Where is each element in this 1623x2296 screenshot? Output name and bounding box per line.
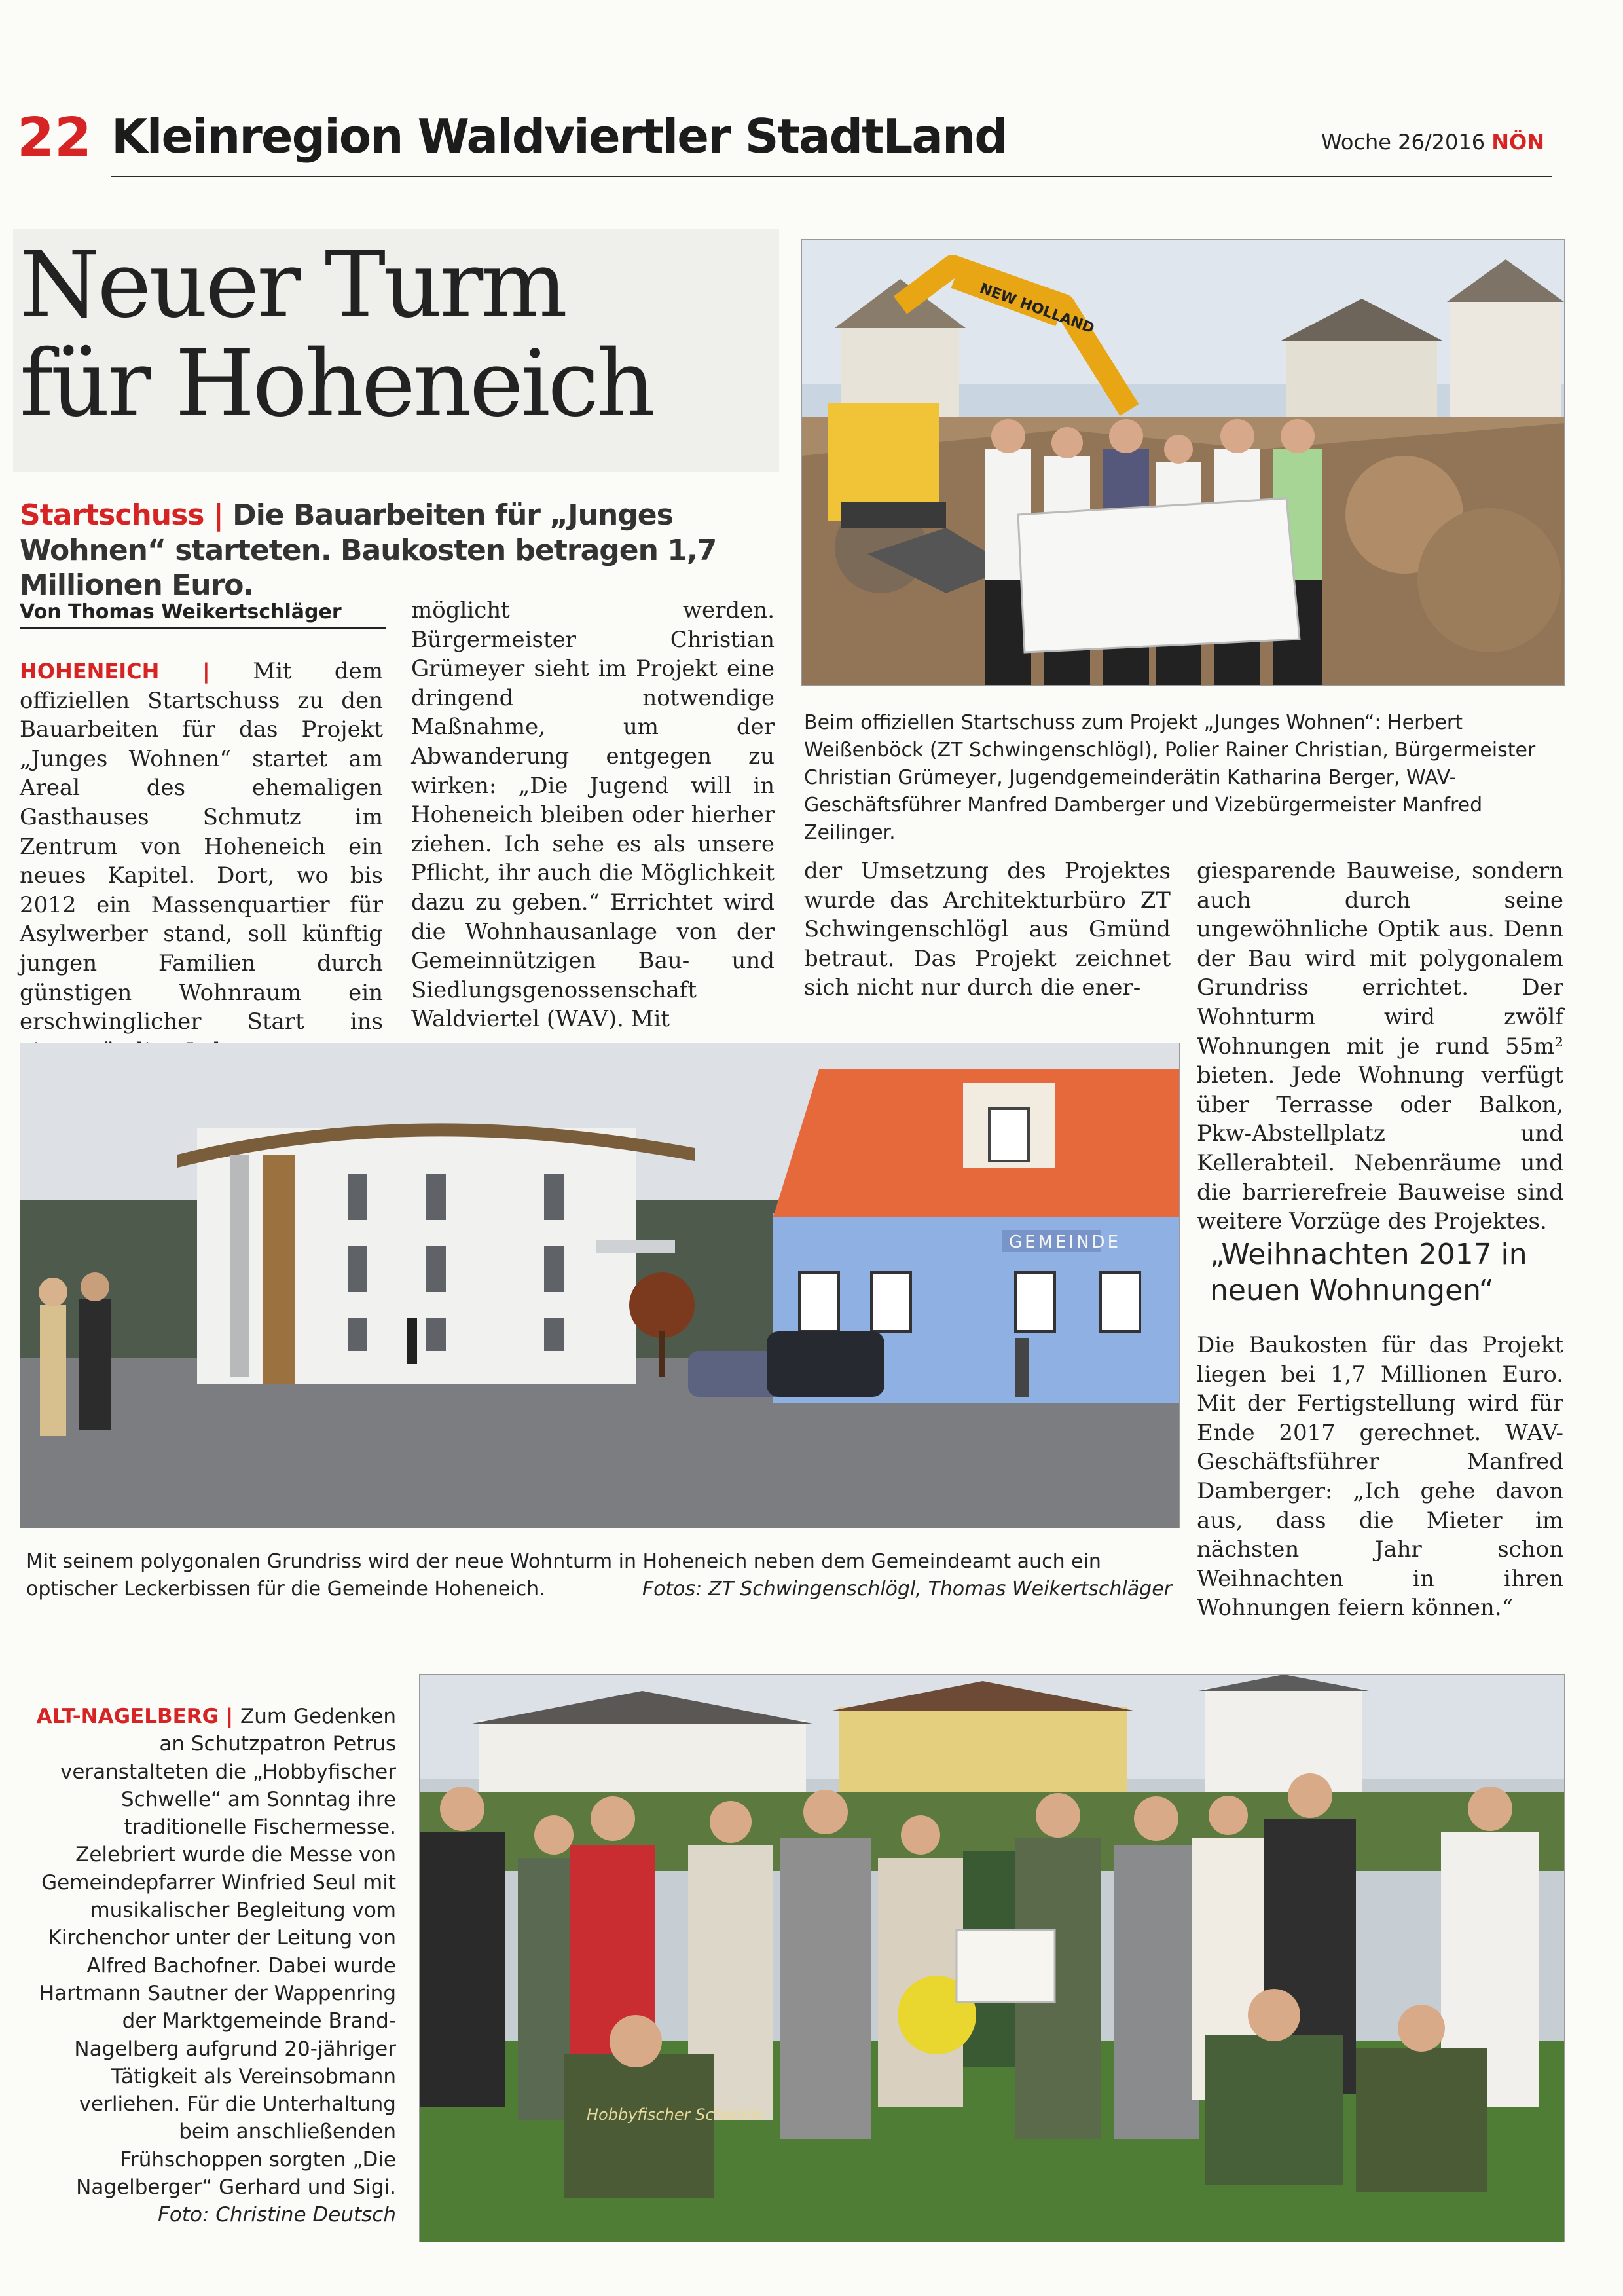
photo-caption-2 [26,1548,1178,1603]
headline-line-2: für Hoheneich [20,331,653,438]
article-headline [20,232,779,438]
article-column-1: HOHENEICH | Mit dem offiziellen Startschuss zu den Bauarbeiten für das Projekt „Junges Wohnen“ startet am Areal des ehemaligen Gasthauses Schmutz im Zentrum von Hoheneich ein neues Kapitel. Dort, wo bis 2012 ein Massenquartier für Asylwerber stand, soll künftig jungen Familien durch günstigen Wohnraum ein erschwinglicher Start ins [20,657,383,1065]
brand-logo: NÖN [1491,130,1544,155]
short-news-text: Zum Gedenken an Schutzpatron Petrus veranstalteten die „Hobbyfischer Schwelle“ am Sonntag ihre traditionelle Fischermesse. Zelebriert wurde die Messe von Gemeindepfarrer Winfried Seul mit musikalischer Begleitung vom Kirchenchor unter der Leitung von Alfred Bachofner. Dabei wurde Hartmann Sautner der Wappenring der Marktgemeinde Brand-Nagelberg aufgrund 20-jähriger Tätigkeit als Vereinsobmann verliehen. Für die Unterhaltung beim anschließenden Frühschoppen sorgten „Die Nagelberger“ Gerhard und Sigi. [39,1705,396,2200]
headline-line-1: Neuer Turm [20,232,566,339]
groundbreaking-photo-illustration [802,240,1564,685]
article-column-4: giesparende Bauweise, sondern auch durch seine ungewöhnliche Optik aus. Denn der Bau wird mit polygonalem Grundriss errichtet. Der Wohnturm wird zwölf Wohnungen mit je rund 55m² bieten. Jede Wohnung verfügt über Terrasse oder Balkon, Pkw-Abstellplatz und Kellerabteil. Nebenräume und die barrierefreie Bauweise sind weitere Vorzüge des Projektes. [1197,858,1563,1235]
excavator-brand: NEW HOLLAND [977,280,1097,337]
short-news-dateline: ALT-NAGELBERG [36,1705,219,1728]
dateline: HOHENEICH [20,659,160,684]
rendering-illustration [20,1043,1179,1528]
article-column-4b: Die Baukosten für das Projekt liegen bei 1,7 Millionen Euro. Mit der Fertigstellung wird für Ende 2017 gerechnet. WAV-Geschäftsführer Manfred Damberger: „Ich gehe davon aus, dass die Mieter im nächsten Jahr schon Weihnachten in ihren Wohnungen feiern können.“ [1197,1332,1563,1621]
short-news: ALT-NAGELBERG | Zum Gedenken an Schutzpatron Petrus veranstalteten die „Hobbyfischer Schwelle“ am Sonntag ihre traditionelle Fischermesse. Zelebriert wurde die Messe von Gemeindepfarrer Winfried Seul mit musikalischer Begleitung vom Kirchenchor unter der Leitung von Alfred Bachofner. Dabei wurde Hartmann Sautner der Wappenring der Marktgemeinde Brand-Nagelberg aufgrund 20-jähriger Tätigkeit als Vereinsobmann verliehen. Für die Unterhaltung beim anschließenden Frühschoppen sorgten „Die Nagelberger“ Gerhard und Sigi. Foto: Christine Deutsch [36,1705,396,2227]
photo-caption-1: Beim offiziellen Startschuss zum Projekt „Junges Wohnen“: Herbert Weißenböck (ZT Schwingenschlögl), Polier Rainer Christian, Bürgermeister Christian Grümeyer, Jugendgemeinderätin Katharina Berger, WAV-Geschäftsführer Manfred Damberger und Vizebürgermeister Manfred Zeilinger. [804,711,1536,844]
article-kicker: Startschuss | Die Bauarbeiten für „Junges Wohnen“ starteten. Baukosten betragen 1,7 Millionen Euro. [20,498,717,602]
issue-label [1321,130,1544,155]
caption-2-credit: Fotos: ZT Schwingenschlögl, Thomas Weikertschläger [642,1578,1172,1601]
caption-2-text: Mit seinem polygonalen Grundriss wird der neue Wohnturm in Hoheneich neben dem Gemeindeamt auch ein optischer Leckerbissen für die Gemeinde Hoheneich. [26,1550,1101,1601]
kicker-tag: Startschuss [20,498,204,532]
kicker-text: Die Bauarbeiten für „Junges Wohnen“ starteten. Baukosten betragen 1,7 Millionen Euro. [20,498,717,602]
rendering-photo [20,1043,1180,1528]
issue-week: Woche 26/2016 [1321,130,1486,155]
groundbreaking-photo [801,239,1565,686]
header-rule [111,176,1552,177]
sign-text: GEMEINDE [1009,1232,1122,1252]
group-photo-illustration [420,1675,1564,2242]
article-column-2: möglicht werden. Bürgermeister Christian Grümeyer sieht im Projekt eine dringend notwendige Maßnahme, um der Abwanderung entgegen zu wirken: „Die Jugend will in Hoheneich bleiben oder hierher ziehen. Ich sehe es als unsere Pflicht, ihr auch die Möglichkeit dazu zu geben.“ Errichtet wird die Wohnhausanlage von der Gemeinnützigen Bau- und Siedlungsgenossenschaft Waldviertel (WAV). Mit [411,597,775,1033]
column-1-text: Mit dem offiziellen Startschuss zu den Bauarbeiten für das Projekt „Junges Wohnen“ startet am Areal des ehemaligen Gasthauses Schmutz im Zentrum von Hoheneich ein neues Kapitel. Dort, wo bis 2012 ein Massenquartier für Asylwerber stand, soll künftig jungen Familien durch günstigen Wohnraum ein erschwinglicher Start ins [20,658,383,1035]
shirt-text: Hobbyfischer Schwelle [587,2105,765,2124]
section-title: Kleinregion Waldviertler StadtLand [111,109,1007,164]
article-column-3: der Umsetzung des Projektes wurde das Architekturbüro ZT Schwingenschlögl aus Gmünd betraut. Das Projekt zeichnet sich nicht nur durch die ener- [804,858,1171,1001]
group-photo [419,1674,1565,2242]
byline: Von Thomas Weikertschläger [20,601,386,629]
short-news-credit: Foto: Christine Deutsch [158,2203,396,2227]
article-subhead: „Weihnachten 2017 in neuen Wohnungen“ [1210,1238,1527,1307]
page-number: 22 [17,107,92,169]
